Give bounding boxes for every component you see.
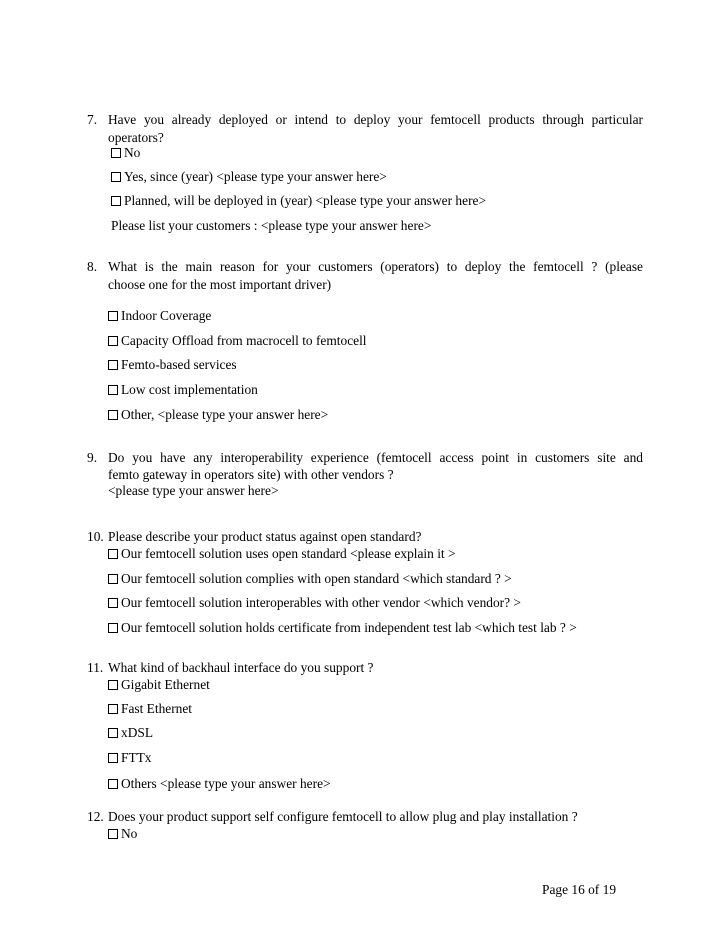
checkbox[interactable] [108, 829, 118, 839]
checkbox[interactable] [108, 360, 118, 370]
option-no[interactable] [108, 825, 137, 843]
option-label: Planned, will be deployed in (year) <please type your answer here> [124, 193, 487, 208]
checkbox[interactable] [108, 385, 118, 395]
option-label: No [121, 826, 138, 841]
customer-list-prompt: Please list your customers : <please type your answer here> [111, 218, 432, 233]
checkbox[interactable] [108, 753, 118, 763]
question-text: Please describe your product status against open standard? [108, 529, 422, 544]
question-text: Have you already deployed or intend to deploy your femtocell products through particular [108, 112, 643, 127]
question-text: What kind of backhaul interface do you support ? [108, 660, 374, 675]
option-indoor-coverage[interactable] [108, 307, 211, 325]
option-fast-ethernet[interactable] [108, 700, 192, 718]
option-fttx[interactable] [108, 749, 152, 767]
option-label: Our femtocell solution uses open standard <please explain it > [121, 546, 456, 561]
option-open-standard[interactable] [108, 545, 456, 563]
question-number: 11. [87, 660, 104, 675]
checkbox[interactable] [111, 196, 121, 206]
option-capacity-offload[interactable] [108, 332, 367, 350]
option-label: Low cost implementation [121, 382, 258, 397]
question-text: femto gateway in operators site) with other vendors ? [108, 467, 394, 482]
option-label: Indoor Coverage [121, 308, 212, 323]
question-number: 8. [87, 259, 98, 274]
option-gigabit-ethernet[interactable] [108, 676, 210, 694]
option-certificate[interactable] [108, 619, 577, 637]
option-label: Our femtocell solution interoperables with other vendor <which vendor? > [121, 595, 521, 610]
question-number: 9. [87, 450, 98, 465]
checkbox[interactable] [108, 574, 118, 584]
checkbox[interactable] [108, 704, 118, 714]
checkbox[interactable] [108, 680, 118, 690]
option-no[interactable] [111, 144, 140, 162]
option-femto-services[interactable] [108, 356, 237, 374]
option-label: Capacity Offload from macrocell to femtocell [121, 333, 367, 348]
option-label: Yes, since (year) <please type your answer here> [124, 169, 387, 184]
question-text: What is the main reason for your customers (operators) to deploy the femtocell ? (please [108, 259, 643, 274]
option-label: Our femtocell solution complies with open standard <which standard ? > [121, 571, 512, 586]
checkbox[interactable] [111, 148, 121, 158]
option-other[interactable] [108, 406, 328, 424]
checkbox[interactable] [108, 728, 118, 738]
option-label: xDSL [121, 725, 153, 740]
option-low-cost[interactable] [108, 381, 258, 399]
option-xdsl[interactable] [108, 724, 153, 742]
option-label: No [124, 145, 141, 160]
option-yes-since[interactable] [111, 168, 387, 186]
checkbox[interactable] [108, 598, 118, 608]
checkbox[interactable] [108, 779, 118, 789]
option-label: Others <please type your answer here> [121, 776, 331, 791]
option-label: FTTx [121, 750, 152, 765]
option-label: Other, <please type your answer here> [121, 407, 329, 422]
option-label: Femto-based services [121, 357, 237, 372]
checkbox[interactable] [108, 311, 118, 321]
answer-placeholder[interactable]: <please type your answer here> [108, 483, 279, 498]
checkbox[interactable] [108, 410, 118, 420]
option-complies-standard[interactable] [108, 570, 512, 588]
question-number: 12. [87, 809, 104, 824]
question-text: choose one for the most important driver) [108, 277, 332, 292]
page-number: Page 16 of 19 [542, 882, 617, 897]
checkbox[interactable] [111, 172, 121, 182]
checkbox[interactable] [108, 549, 118, 559]
option-label: Gigabit Ethernet [121, 677, 210, 692]
checkbox[interactable] [108, 623, 118, 633]
option-label: Our femtocell solution holds certificate from independent test lab <which test lab ? > [121, 620, 577, 635]
checkbox[interactable] [108, 336, 118, 346]
question-number: 7. [87, 112, 98, 127]
option-interoperables[interactable] [108, 594, 521, 612]
question-number: 10. [87, 529, 104, 544]
question-text: Does your product support self configure femtocell to allow plug and play installation ? [108, 809, 578, 824]
option-label: Fast Ethernet [121, 701, 193, 716]
option-planned[interactable] [111, 192, 486, 210]
option-others[interactable] [108, 775, 331, 793]
question-text: operators? [108, 130, 164, 145]
question-text: Do you have any interoperability experience (femtocell access point in customers site and [108, 450, 643, 465]
